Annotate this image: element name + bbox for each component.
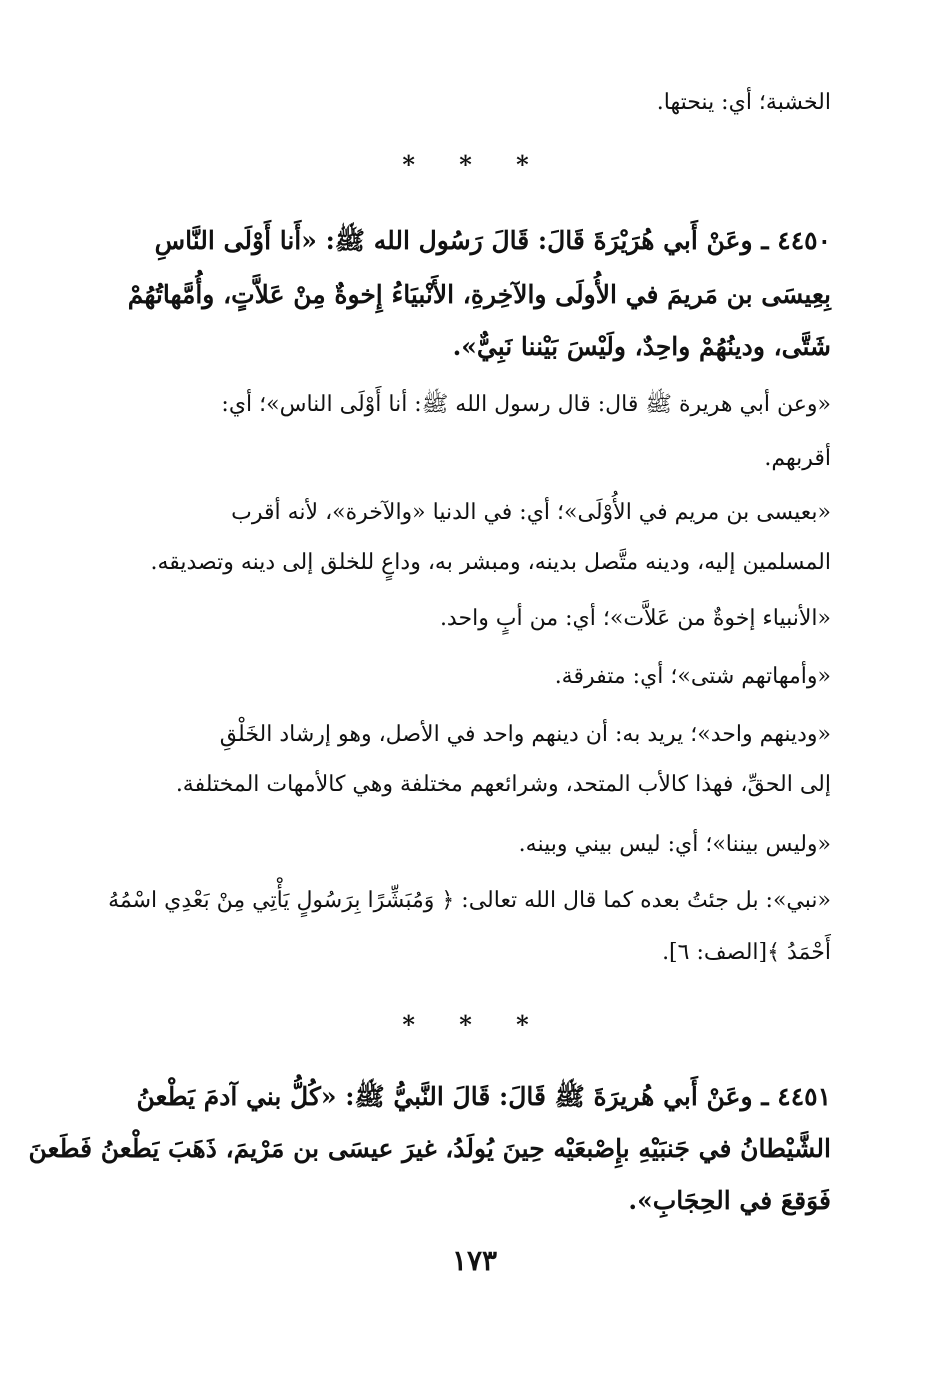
commentary-line: «الأنبياء إخوةٌ من عَلاَّت»؛ أي: من أبٍ واحد. — [439, 606, 831, 631]
commentary-line: «ودينهم واحد»؛ يريد به: أن دينهم واحد في الأصل، وهو إرشاد الخَلْقِ — [219, 722, 831, 747]
commentary-line: أَحْمَدُ ﴾[الصف: ٦]. — [662, 940, 831, 965]
page — [28, 0, 831, 1376]
hadith-4451-line: فَوَقعَ في الحِجَابِ». — [628, 1186, 831, 1215]
commentary-line: الخشبة؛ أي: ينحتها. — [656, 90, 831, 115]
hadith-4451-line: ٤٤٥١ ـ وعَنْ أَبي هُريرَةَ ﷺ قَالَ: قَالَ النَّبيُّ ﷺ: «كُلُّ بني آدمَ يَطْعنُ — [136, 1082, 831, 1111]
section-separator: * * * — [402, 1010, 547, 1039]
commentary-line: أقربهم. — [764, 446, 831, 471]
hadith-4450-line: بِعِيسَى بن مَريمَ في الأُولَى والآخِرةِ، الأَنْبيَاءُ إِخوةٌ مِنْ عَلاَّتٍ، وأُمَّهاتُهُمْ — [127, 280, 831, 309]
page-number: ١٧٣ — [451, 1244, 498, 1277]
commentary-line: إلى الحقِّ، فهذا كالأب المتحد، وشرائعهم مختلفة وهي كالأمهات المختلفة. — [175, 772, 831, 797]
commentary-line: المسلمين إليه، ودينه متَّصل بدينه، ومبشر به، وداعٍ للخلق إلى دينه وتصديقه. — [150, 550, 831, 575]
hadith-4450-line: شَتَّى، ودينُهُمْ واحِدٌ، ولَيْسَ بَيْننا نَبِيٌّ». — [452, 332, 831, 361]
section-separator: * * * — [402, 150, 547, 179]
hadith-4450-line: ٤٤٥٠ ـ وعَنْ أَبي هُرَيْرَةَ قَالَ: قَالَ رَسُول الله ﷺ: «أَنا أَوْلَى النَّاسِ — [154, 226, 831, 255]
commentary-line: «بعيسى بن مريم في الأُوْلَى»؛ أي: في الدنيا «والآخرة»، لأنه أقرب — [231, 500, 831, 525]
commentary-line: «وليس بيننا»؛ أي: ليس بيني وبينه. — [518, 832, 831, 857]
commentary-line: «نبي»: بل جئتُ بعده كما قال الله تعالى: ﴿ وَمُبَشِّرًا بِرَسُولٍ يَأْتِي مِنْ بَعْدِي اسْمُهُ — [108, 888, 831, 913]
commentary-line: «وأمهاتهم شتى»؛ أي: متفرقة. — [554, 664, 831, 689]
commentary-line: «وعن أبي هريرة ﷺ قال: قال رسول الله ﷺ: أنا أَوْلَى الناس»؛ أي: — [221, 392, 831, 417]
hadith-4451-line: الشَّيْطانُ في جَنبَيْهِ بإِصْبعَيْه حِينَ يُولَدُ، غيرَ عيسَى بن مَرْيمَ، ذَهَبَ يَطْعنُ فَطَعنَ — [28, 1134, 831, 1163]
